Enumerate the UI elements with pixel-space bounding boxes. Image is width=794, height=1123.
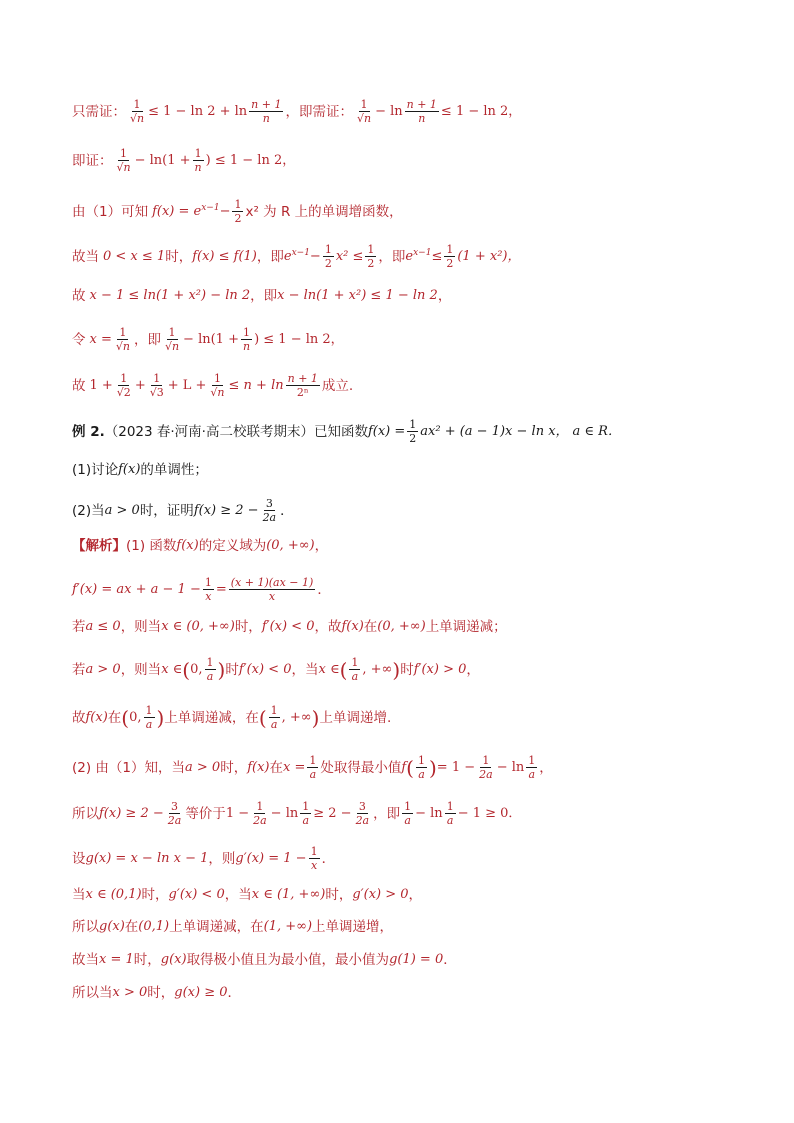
fraction (115, 147, 133, 174)
math-text: x (310, 859, 318, 872)
math-text: x − 1 ≤ ln(1 + x²) − ln 2 (89, 288, 251, 303)
math-text: 时， (141, 887, 169, 903)
math: − (219, 203, 231, 219)
math-text: 1 + (89, 377, 113, 393)
math-text: f (401, 759, 407, 775)
math-text: a ≤ 0 (85, 619, 121, 634)
solution-line-3 (72, 617, 734, 637)
math-text: a (351, 670, 359, 683)
math-text: ax² + (a − 1)x − ln x， (420, 423, 569, 439)
fraction (205, 656, 216, 683)
fraction (286, 372, 320, 399)
math-text: ，即 (378, 248, 406, 265)
math-text: ，当 (291, 661, 319, 678)
math-text: √n (356, 112, 372, 125)
math-text: = (215, 581, 227, 597)
fraction (148, 372, 166, 399)
math-text: 若 (72, 619, 86, 635)
math-text: a > 0 (185, 759, 221, 775)
math-symbol: ( (258, 705, 267, 730)
math-text: ，则当 (120, 619, 162, 635)
math-text: f(x) (85, 709, 108, 725)
math-text: (x + 1)(ax − 1) (230, 576, 314, 589)
math-text: x² ≤ (335, 248, 364, 264)
math-symbol: ( (182, 657, 191, 682)
math-text: ≤ n + ln (228, 377, 284, 393)
text: 只需证： (72, 103, 126, 120)
math-text: (0, +∞) (377, 619, 426, 634)
math-symbol: ( (339, 657, 348, 682)
math-text: 1 (168, 326, 176, 339)
math-text: 1 (194, 147, 202, 160)
math-text: f(x) (118, 462, 141, 477)
math-text: 故当 (72, 952, 99, 968)
math-text: n + 1 (251, 98, 282, 111)
math-text: f(x) = (367, 423, 406, 439)
math-text: ． (317, 581, 331, 598)
math-text: 1 (153, 372, 161, 385)
math-text: 故 (72, 709, 86, 726)
math-text: 1 (302, 800, 310, 813)
fraction (229, 576, 316, 603)
math-text: 1 (482, 754, 490, 767)
math-text: 2 (367, 257, 375, 270)
math-text: ) ≤ 1 − ln 2， (254, 331, 344, 347)
math-text: ，即 (373, 805, 401, 822)
math-text: 1 − (225, 805, 250, 821)
math-text: ． (321, 850, 336, 867)
fraction (402, 800, 413, 827)
proof-line-2 (72, 147, 734, 174)
math-symbol: ) (392, 657, 401, 682)
math-text: f(x) ≥ 2 − (193, 502, 259, 518)
math-text: ，即 (250, 288, 278, 304)
math-text: ． (280, 502, 294, 519)
proof-line-1 (72, 98, 734, 125)
math-text: n (242, 340, 251, 353)
text: 由（1）可知 (72, 203, 149, 220)
math: ≤ 1 − ln 2 + ln (148, 103, 248, 119)
math-text: ，即 (256, 248, 284, 265)
math-text: √n (116, 161, 131, 174)
math-text: 1 (446, 800, 454, 813)
math-text: (1, +∞) (263, 919, 313, 934)
math-text: − ln(1 + (183, 331, 239, 347)
question-2 (72, 497, 734, 524)
math-text: 2ⁿ (296, 386, 309, 399)
math-symbol: ) (311, 705, 320, 730)
math-text: 1 (367, 243, 375, 256)
math-text: f(x) ≥ 2 − (99, 805, 164, 821)
math-text: a (270, 718, 278, 731)
math-text: 在 (124, 919, 139, 935)
math-text: 1 (206, 656, 214, 669)
fraction (309, 845, 320, 872)
solution-line-1 (72, 536, 734, 556)
math-text: x ∈ (1, +∞) (251, 887, 326, 902)
math-text: a (404, 814, 411, 827)
math-text: 1 (351, 656, 359, 669)
math-text: 等价于 (185, 805, 226, 822)
fraction (115, 372, 133, 399)
fraction (203, 576, 214, 603)
math-text: x > 0 (112, 985, 148, 1000)
fraction (407, 418, 418, 445)
math-text: 故 (72, 377, 86, 394)
math-text: 若 (72, 661, 86, 678)
math-text: 2a (167, 814, 182, 827)
math-text: √2 (116, 386, 131, 399)
math-text: (1 + x²)， (457, 248, 521, 264)
math-text: − (309, 248, 321, 264)
fraction (163, 326, 181, 353)
math-text: 1 (310, 845, 318, 858)
math-text: 所以 (72, 805, 99, 822)
proof-line-6 (72, 326, 734, 353)
math-text: 1 (409, 418, 417, 431)
fraction (144, 704, 155, 731)
math-text: , +∞ (281, 709, 312, 725)
proof-line-3 (72, 198, 734, 225)
example-2-header (72, 418, 734, 445)
math-text: 时， (325, 887, 353, 903)
math-text: 1 (324, 243, 332, 256)
text: x² 为 R 上的单调增函数， (245, 203, 403, 220)
math-text: f(x) (176, 538, 199, 553)
math-text: 上单调递增， (312, 919, 394, 935)
math-sup: x−1 (201, 203, 220, 213)
example-label: 例 2. (72, 423, 105, 440)
math-text: 2 (409, 432, 417, 445)
math-text: √n (130, 112, 145, 125)
math-text: x ∈ (161, 661, 183, 677)
math-text: 设 (72, 850, 86, 867)
math-text: 1 (404, 800, 412, 813)
math-text: 1 (446, 243, 454, 256)
math-text: (1) 函数 (126, 538, 177, 554)
math-text: ． (227, 985, 241, 1001)
math: − ln (375, 103, 403, 119)
solution-line-10 (72, 917, 734, 937)
math-text: g′(x) > 0 (352, 887, 409, 902)
math-text: √n (210, 386, 225, 399)
fraction (526, 754, 537, 781)
math-text: √3 (149, 386, 164, 399)
math-text: n + 1 (287, 372, 318, 385)
solution-line-6 (72, 754, 734, 781)
solution-line-8 (72, 845, 734, 872)
math-text: g′(x) < 0 (168, 887, 225, 902)
math-text: a (145, 718, 153, 731)
math-text: 1 (120, 372, 128, 385)
solution-line-11 (72, 950, 734, 970)
math-text: 时， (147, 985, 175, 1001)
math-text: 2a (479, 768, 493, 781)
math-text: a > 0 (104, 502, 140, 518)
math-text: 在 (269, 759, 283, 776)
math-text: ． (443, 952, 457, 968)
math-text: (2) 由（1）知，当 (72, 759, 186, 776)
math-text: 1 (234, 198, 242, 211)
math-text: 在 (363, 619, 378, 635)
fraction (261, 497, 279, 524)
math-text: 时， (165, 248, 193, 265)
math-text: (1)讨论 (72, 462, 119, 478)
math-text: ，即 (133, 331, 161, 348)
fraction (166, 800, 184, 827)
math-text: 2 (324, 257, 332, 270)
math-text: a (446, 814, 454, 827)
math-text: x−1 (291, 248, 310, 258)
math-text: 2 (234, 212, 242, 225)
solution-line-7 (72, 800, 734, 827)
math-text: ，当 (224, 887, 252, 903)
fraction (416, 754, 427, 781)
math-text: + (134, 377, 146, 393)
math-text: − ln (270, 805, 299, 821)
math-text: − ln (415, 805, 443, 821)
math-text: ，故 (314, 619, 342, 635)
math-text: 1 (309, 754, 317, 767)
math-text: 3 (171, 800, 179, 813)
math-text: n (418, 112, 426, 125)
math-text: 1 (213, 372, 221, 385)
solution-line-4 (72, 656, 734, 683)
math-text: g(x) ≥ 0 (174, 985, 228, 1000)
math-text: 时 (400, 661, 414, 678)
math-text: 时， (220, 759, 248, 776)
math-text: 1 (256, 800, 264, 813)
fraction (355, 98, 373, 125)
fraction (269, 704, 280, 731)
math-text: x − ln(1 + x²) ≤ 1 − ln 2 (277, 288, 438, 303)
fraction (251, 800, 269, 827)
math-text: g′(x) = 1 − (235, 850, 307, 866)
math-text: n + 1 (406, 98, 437, 111)
math: ) ≤ 1 − ln 2， (205, 152, 296, 168)
math-text: ， (314, 538, 329, 554)
math-text: ≥ 2 − (313, 805, 352, 821)
example-source: （2023 春·河南·高二校联考期末）已知函数 (104, 423, 368, 440)
math-text: x (205, 590, 212, 603)
proof-line-7 (72, 372, 734, 399)
math-text: ， (408, 887, 423, 903)
math-text: − ln (496, 759, 525, 775)
math-text: g(x) = x − ln x − 1 (85, 850, 209, 866)
math-text: 0 < x ≤ 1 (103, 248, 166, 264)
solution-tag: 【解析】 (72, 538, 126, 554)
math-text: f′(x) = ax + a − 1 − (72, 581, 201, 597)
math-text: + L + (167, 377, 207, 393)
math-text: a (206, 670, 214, 683)
math-text: 故 (72, 288, 86, 304)
math-text: , +∞ (362, 661, 393, 677)
math-text: 的定义域为 (198, 538, 267, 554)
math-text: a (302, 814, 310, 827)
math-text: (0,1) (138, 919, 170, 934)
math-text: 1 (204, 576, 212, 589)
math-text: x ∈ (0, +∞) (161, 619, 235, 634)
fraction (300, 800, 311, 827)
fraction (232, 198, 243, 225)
math-text: 取得极小值且为最小值，最小值为 (186, 952, 390, 968)
fraction (477, 754, 495, 781)
math-text: 3 (358, 800, 366, 813)
math: f(x) = e (152, 203, 202, 219)
math-text: ， (437, 288, 452, 304)
math-text: (0, +∞) (266, 538, 315, 553)
math-text: 处取得最小值 (320, 759, 402, 776)
math-text: g(x) (99, 919, 125, 934)
math-text: 1 (243, 326, 251, 339)
math-text: 2a (355, 814, 370, 827)
math-text: 时 (225, 661, 239, 678)
math-text: x−1 (413, 248, 432, 258)
math-text: 上单调递减； (425, 619, 507, 635)
math-text: x = (283, 759, 306, 775)
math-text: ， (539, 759, 553, 776)
math-text: a ∈ R． (572, 423, 621, 439)
math-text: 令 (72, 331, 86, 348)
math-text: − 1 ≥ 0． (457, 805, 522, 821)
math-text: f(x) ≤ f(1) (192, 248, 257, 264)
math-text: 上单调递减，在 (164, 709, 259, 726)
fraction (128, 98, 146, 125)
math-text: 0, (190, 661, 203, 677)
math-text: x ∈ (0,1) (85, 887, 142, 902)
math-symbol: ) (156, 705, 165, 730)
math-text: √n (164, 340, 180, 353)
math-text: 1 (528, 754, 536, 767)
math-symbol: ( (406, 755, 414, 780)
math-text: 当 (72, 887, 86, 903)
math-text: 的单调性； (140, 462, 208, 478)
fraction (208, 372, 226, 399)
proof-line-5 (72, 286, 734, 306)
math-text: 1 (360, 98, 368, 111)
fraction (307, 754, 318, 781)
math-text: n (262, 112, 270, 125)
solution-line-2 (72, 576, 734, 603)
math-text: √n (115, 340, 130, 353)
text: ，即需证： (285, 103, 353, 120)
math-text: a (418, 768, 425, 781)
text: 即证： (72, 152, 113, 169)
solution-line-5 (72, 704, 734, 731)
fraction (241, 326, 252, 353)
math-text: ，则当 (120, 661, 162, 678)
math-text: 1 (120, 147, 128, 160)
math-text: g(x) (160, 952, 187, 967)
math-text: 3 (265, 497, 273, 510)
math: ≤ 1 − ln 2， (440, 103, 522, 119)
math-text: 成立. (321, 377, 354, 394)
math-text: g(1) = 0 (389, 952, 444, 967)
math-text: x = (89, 331, 112, 347)
solution-line-9 (72, 885, 734, 905)
math-text: 上单调递减，在 (169, 919, 264, 935)
fraction (323, 243, 334, 270)
question-1 (72, 460, 734, 480)
math-text: 1 (119, 326, 127, 339)
math-text: f′(x) < 0 (261, 619, 315, 634)
math-text: (2)当 (72, 502, 105, 519)
math-text: ， (466, 661, 480, 678)
math-symbol: ( (121, 705, 130, 730)
math-text: f′(x) > 0 (413, 661, 467, 677)
math-text: = 1 − (436, 759, 476, 775)
math-text: f(x) (247, 759, 270, 775)
math-text: a > 0 (85, 661, 121, 677)
math-text: f′(x) < 0 (238, 661, 292, 677)
math-text: e (283, 248, 292, 264)
math-text: 上单调递增. (319, 709, 392, 726)
math-text: ≤ (431, 248, 443, 264)
math-text: 时， (234, 619, 262, 635)
math-symbol: ) (217, 657, 226, 682)
math-text: 时， (133, 952, 161, 968)
math-text: x (268, 590, 276, 603)
math-text: 0, (129, 709, 142, 725)
math-text: 1 (145, 704, 153, 717)
math-text: 1 (270, 704, 278, 717)
fraction (354, 800, 372, 827)
math-text: 时，证明 (139, 502, 194, 519)
math-text: f(x) (341, 619, 364, 634)
fraction (445, 800, 456, 827)
proof-line-4 (72, 243, 734, 270)
fraction (365, 243, 376, 270)
fraction (349, 656, 360, 683)
fraction (193, 147, 204, 174)
math-symbol: ) (428, 755, 437, 780)
fraction (405, 98, 439, 125)
math-text: 1 (417, 754, 425, 767)
math-text: 2a (253, 814, 267, 827)
math-text: a (309, 768, 317, 781)
math-text: ，则 (208, 850, 236, 867)
fraction (249, 98, 283, 125)
math-text: x = 1 (99, 952, 134, 967)
math-text: 2 (446, 257, 454, 270)
math-text: 所以 (72, 919, 99, 935)
math-text: a (528, 768, 536, 781)
math-text: n (194, 161, 202, 174)
math-text: 2a (262, 511, 277, 524)
math: − ln(1 + (134, 152, 191, 168)
math-text: 1 (133, 98, 141, 111)
math-text: 故当 (72, 248, 99, 265)
fraction (444, 243, 455, 270)
math-text: 在 (107, 709, 122, 726)
math-text: 所以当 (72, 985, 113, 1001)
fraction (114, 326, 132, 353)
math-text: x ∈ (318, 661, 340, 677)
math-text: e (405, 248, 414, 264)
solution-line-12 (72, 983, 734, 1003)
